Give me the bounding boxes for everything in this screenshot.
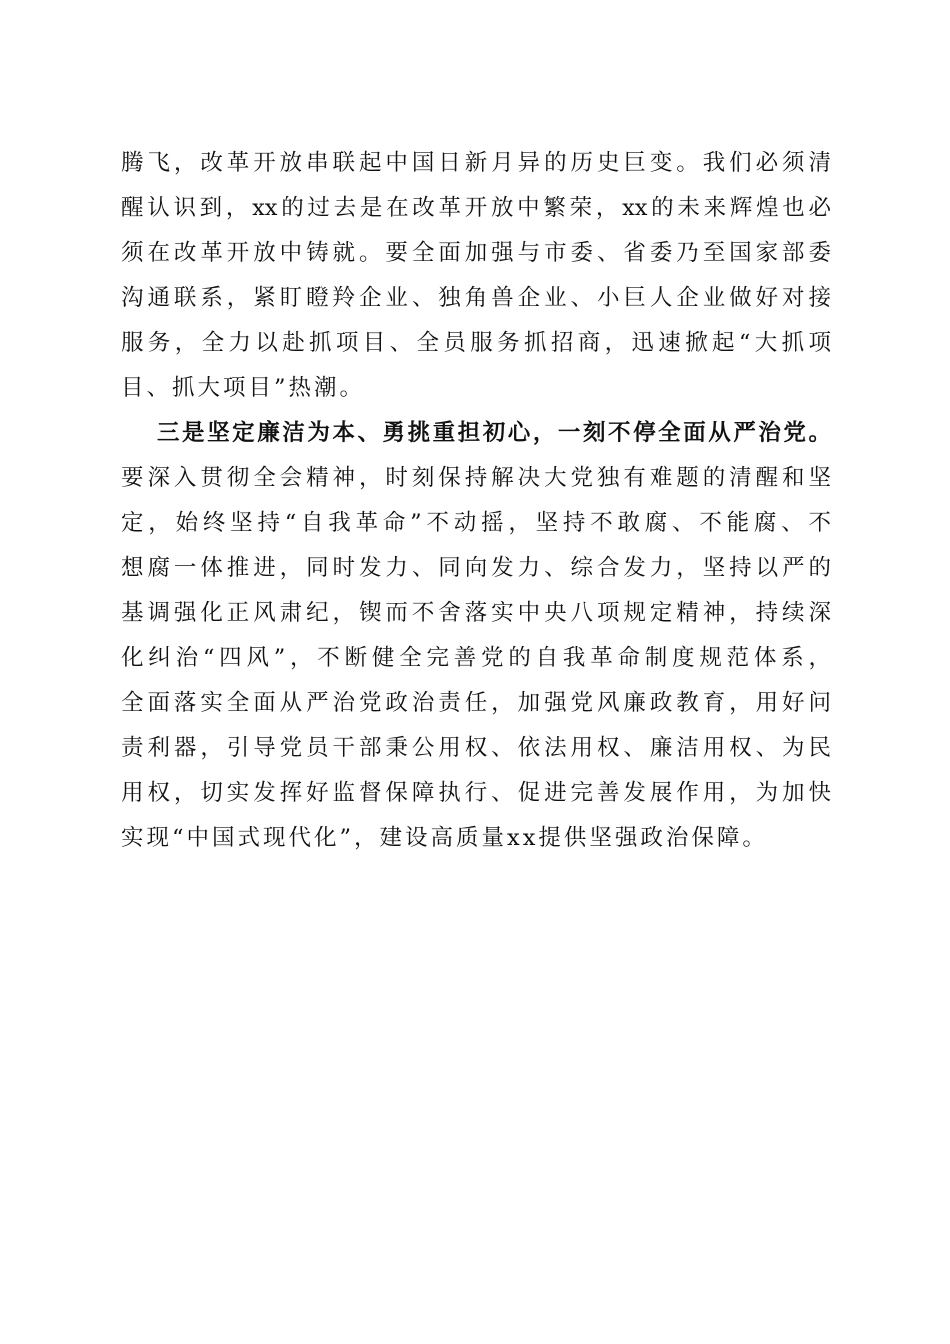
document-body (121, 141, 831, 861)
paragraph-line: 实现“中国式现代化”，建设高质量xx提供坚强政治保障。 (121, 825, 768, 851)
paragraph-line: 用权，切实发挥好监督保障执行、促进完善发展作用，为加快 (121, 780, 831, 806)
paragraph-line: 醒认识到，xx的过去是在改革开放中繁荣，xx的未来辉煌也必 (121, 195, 831, 221)
paragraph-line: 基调强化正风肃纪，锲而不舍落实中央八项规定精神，持续深 (121, 600, 831, 626)
paragraph-line: 服务，全力以赴抓项目、全员服务抓招商，迅速掀起“大抓项 (121, 330, 831, 356)
paragraph-line: 化纠治“四风”，不断健全完善党的自我革命制度规范体系， (121, 645, 831, 671)
paragraph-line: 须在改革开放中铸就。要全面加强与市委、省委乃至国家部委 (121, 240, 831, 266)
paragraph-line: 腾飞，改革开放串联起中国日新月异的历史巨变。我们必须清 (121, 150, 831, 176)
paragraph-line: 定，始终坚持“自我革命”不动摇，坚持不敢腐、不能腐、不 (121, 510, 831, 536)
paragraph-line: 要深入贯彻全会精神，时刻保持解决大党独有难题的清醒和坚 (121, 465, 831, 491)
paragraph-line: 沟通联系，紧盯瞪羚企业、独角兽企业、小巨人企业做好对接 (121, 285, 831, 311)
paragraph-line: 目、抓大项目”热潮。 (121, 375, 366, 401)
section-heading-line: 三是坚定廉洁为本、勇挑重担初心，一刻不停全面从严治党。 (157, 420, 831, 446)
paragraph-line: 责利器，引导党员干部秉公用权、依法用权、廉洁用权、为民 (121, 735, 831, 761)
paragraph-line: 想腐一体推进，同时发力、同向发力、综合发力，坚持以严的 (121, 555, 831, 581)
paragraph-line: 全面落实全面从严治党政治责任，加强党风廉政教育，用好问 (121, 690, 831, 716)
